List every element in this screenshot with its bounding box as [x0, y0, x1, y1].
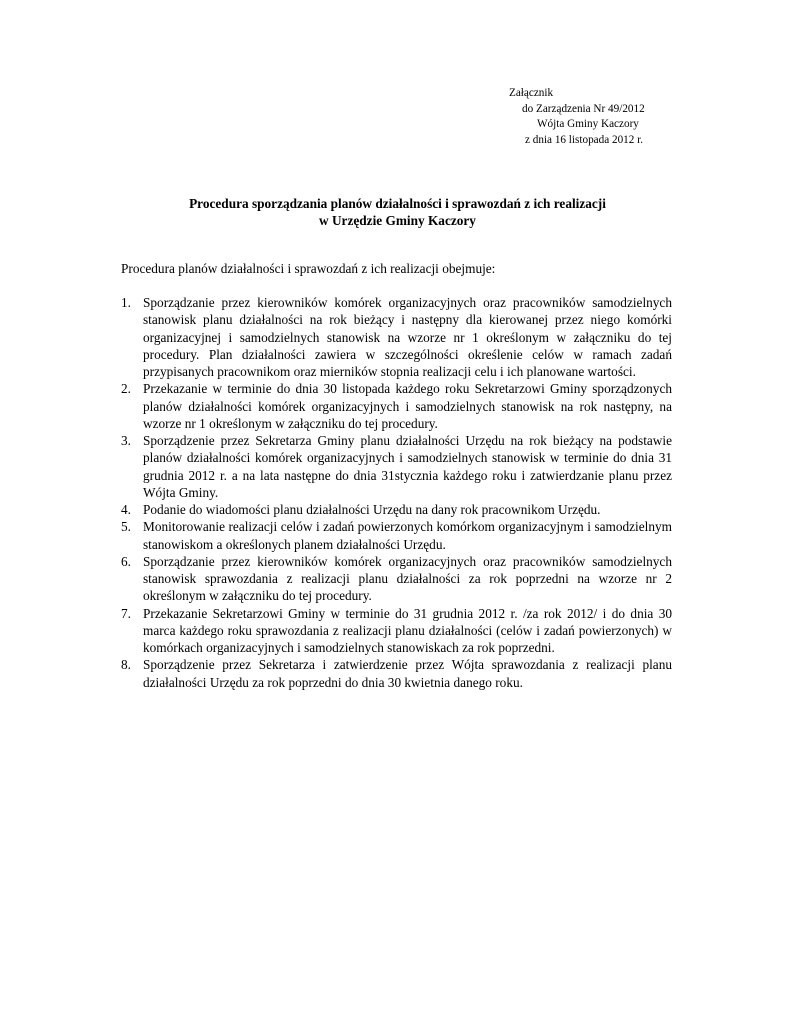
annex-label: Załącznik	[509, 87, 554, 99]
list-item-number: 5.	[121, 519, 131, 535]
list-item-number: 6.	[121, 553, 131, 569]
list-item-number: 2.	[121, 381, 131, 397]
list-item-number: 8.	[121, 657, 131, 673]
list-item-text: Sporządzanie przez kierowników komórek organizacyjnych oraz pracowników samodzielnych stanowisk sprawozdania z realizacji planu działalności za rok poprzedni na wzorze nr 2 określonym w załączniku do tej procedury.	[143, 553, 672, 604]
list-item-text: Monitorowanie realizacji celów i zadań powierzonych komórkom organizacyjnym i samodzielnym stanowiskom a określonych planem działalności Urzędu.	[143, 519, 672, 552]
list-item-number: 3.	[121, 433, 131, 448]
document-title-line-2: w Urzędzie Gminy Kaczory	[319, 213, 476, 228]
procedure-list	[121, 294, 672, 691]
list-item	[121, 656, 672, 691]
list-item-text: Podanie do wiadomości planu działalności Urzędu na dany rok pracownikom Urzędu.	[143, 502, 601, 517]
list-item-number: 7.	[121, 605, 131, 621]
document-title	[120, 195, 675, 229]
list-item-text: Przekazanie Sekretarzowi Gminy w terminie do 31 grudnia 2012 r. /za rok 2012/ i do dnia 30 marca każdego roku sprawozdania z realizacji planu działalności (celów i zadań powierzonych) w komórkach organizacyjnych i samodzielnych stanowiskach za rok poprzedni.	[143, 605, 672, 655]
list-item-text: Sporządzenie przez Sekretarza i zatwierdzenie przez Wójta sprawozdania z realizacji planu działalności Urzędu za rok poprzedni do dnia 30 kwietnia danego roku.	[143, 657, 672, 690]
list-item	[121, 605, 672, 657]
annex-header	[509, 86, 679, 148]
list-item	[121, 294, 672, 380]
list-item	[121, 432, 672, 501]
intro-paragraph: Procedura planów działalności i sprawozdań z ich realizacji obejmuje:	[121, 261, 496, 276]
list-item	[121, 553, 672, 605]
annex-ordinance: do Zarządzenia Nr 49/2012	[522, 102, 645, 115]
list-item	[121, 380, 672, 432]
annex-date: z dnia 16 listopada 2012 r.	[525, 133, 644, 146]
list-item-number: 1.	[121, 295, 131, 310]
list-item	[121, 518, 672, 553]
document-title-line-1: Procedura sporządzania planów działalności i sprawozdań z ich realizacji	[189, 196, 606, 211]
annex-issuer: Wójta Gminy Kaczory	[537, 118, 639, 130]
list-item-text: Sporządzanie przez kierowników komórek organizacyjnych oraz pracowników samodzielnych stanowisk planu działalności na rok bieżący i następny dla kierowanej przez niego komórki organizacyjnej i samodzielnych stanowisk na wzorze nr 1 określonym w załączniku do tej procedury. Plan działalności zawiera w szczególności określenie celów w ramach zadań przypisanych pracownikom oraz mierników stopnia realizacji celu i ich planowane wartości.	[143, 295, 672, 379]
list-item-text: Przekazanie w terminie do dnia 30 listopada każdego roku Sekretarzowi Gminy sporządzonych planów działalności komórek organizacyjnych i samodzielnych stanowisk na rok następny, na wzorze nr 1 określonym w załączniku do tej procedury.	[143, 381, 672, 431]
list-item-text: Sporządzenie przez Sekretarza Gminy planu działalności Urzędu na rok bieżący na podstawie planów działalności komórek organizacyjnych i samodzielnych stanowisk w terminie do dnia 31 grudnia 2012 r. a na lata następne do dnia 31stycznia każdego roku i zatwierdzanie planu przez Wójta Gminy.	[143, 433, 672, 500]
list-item-number: 4.	[121, 502, 131, 517]
list-item	[121, 501, 672, 518]
